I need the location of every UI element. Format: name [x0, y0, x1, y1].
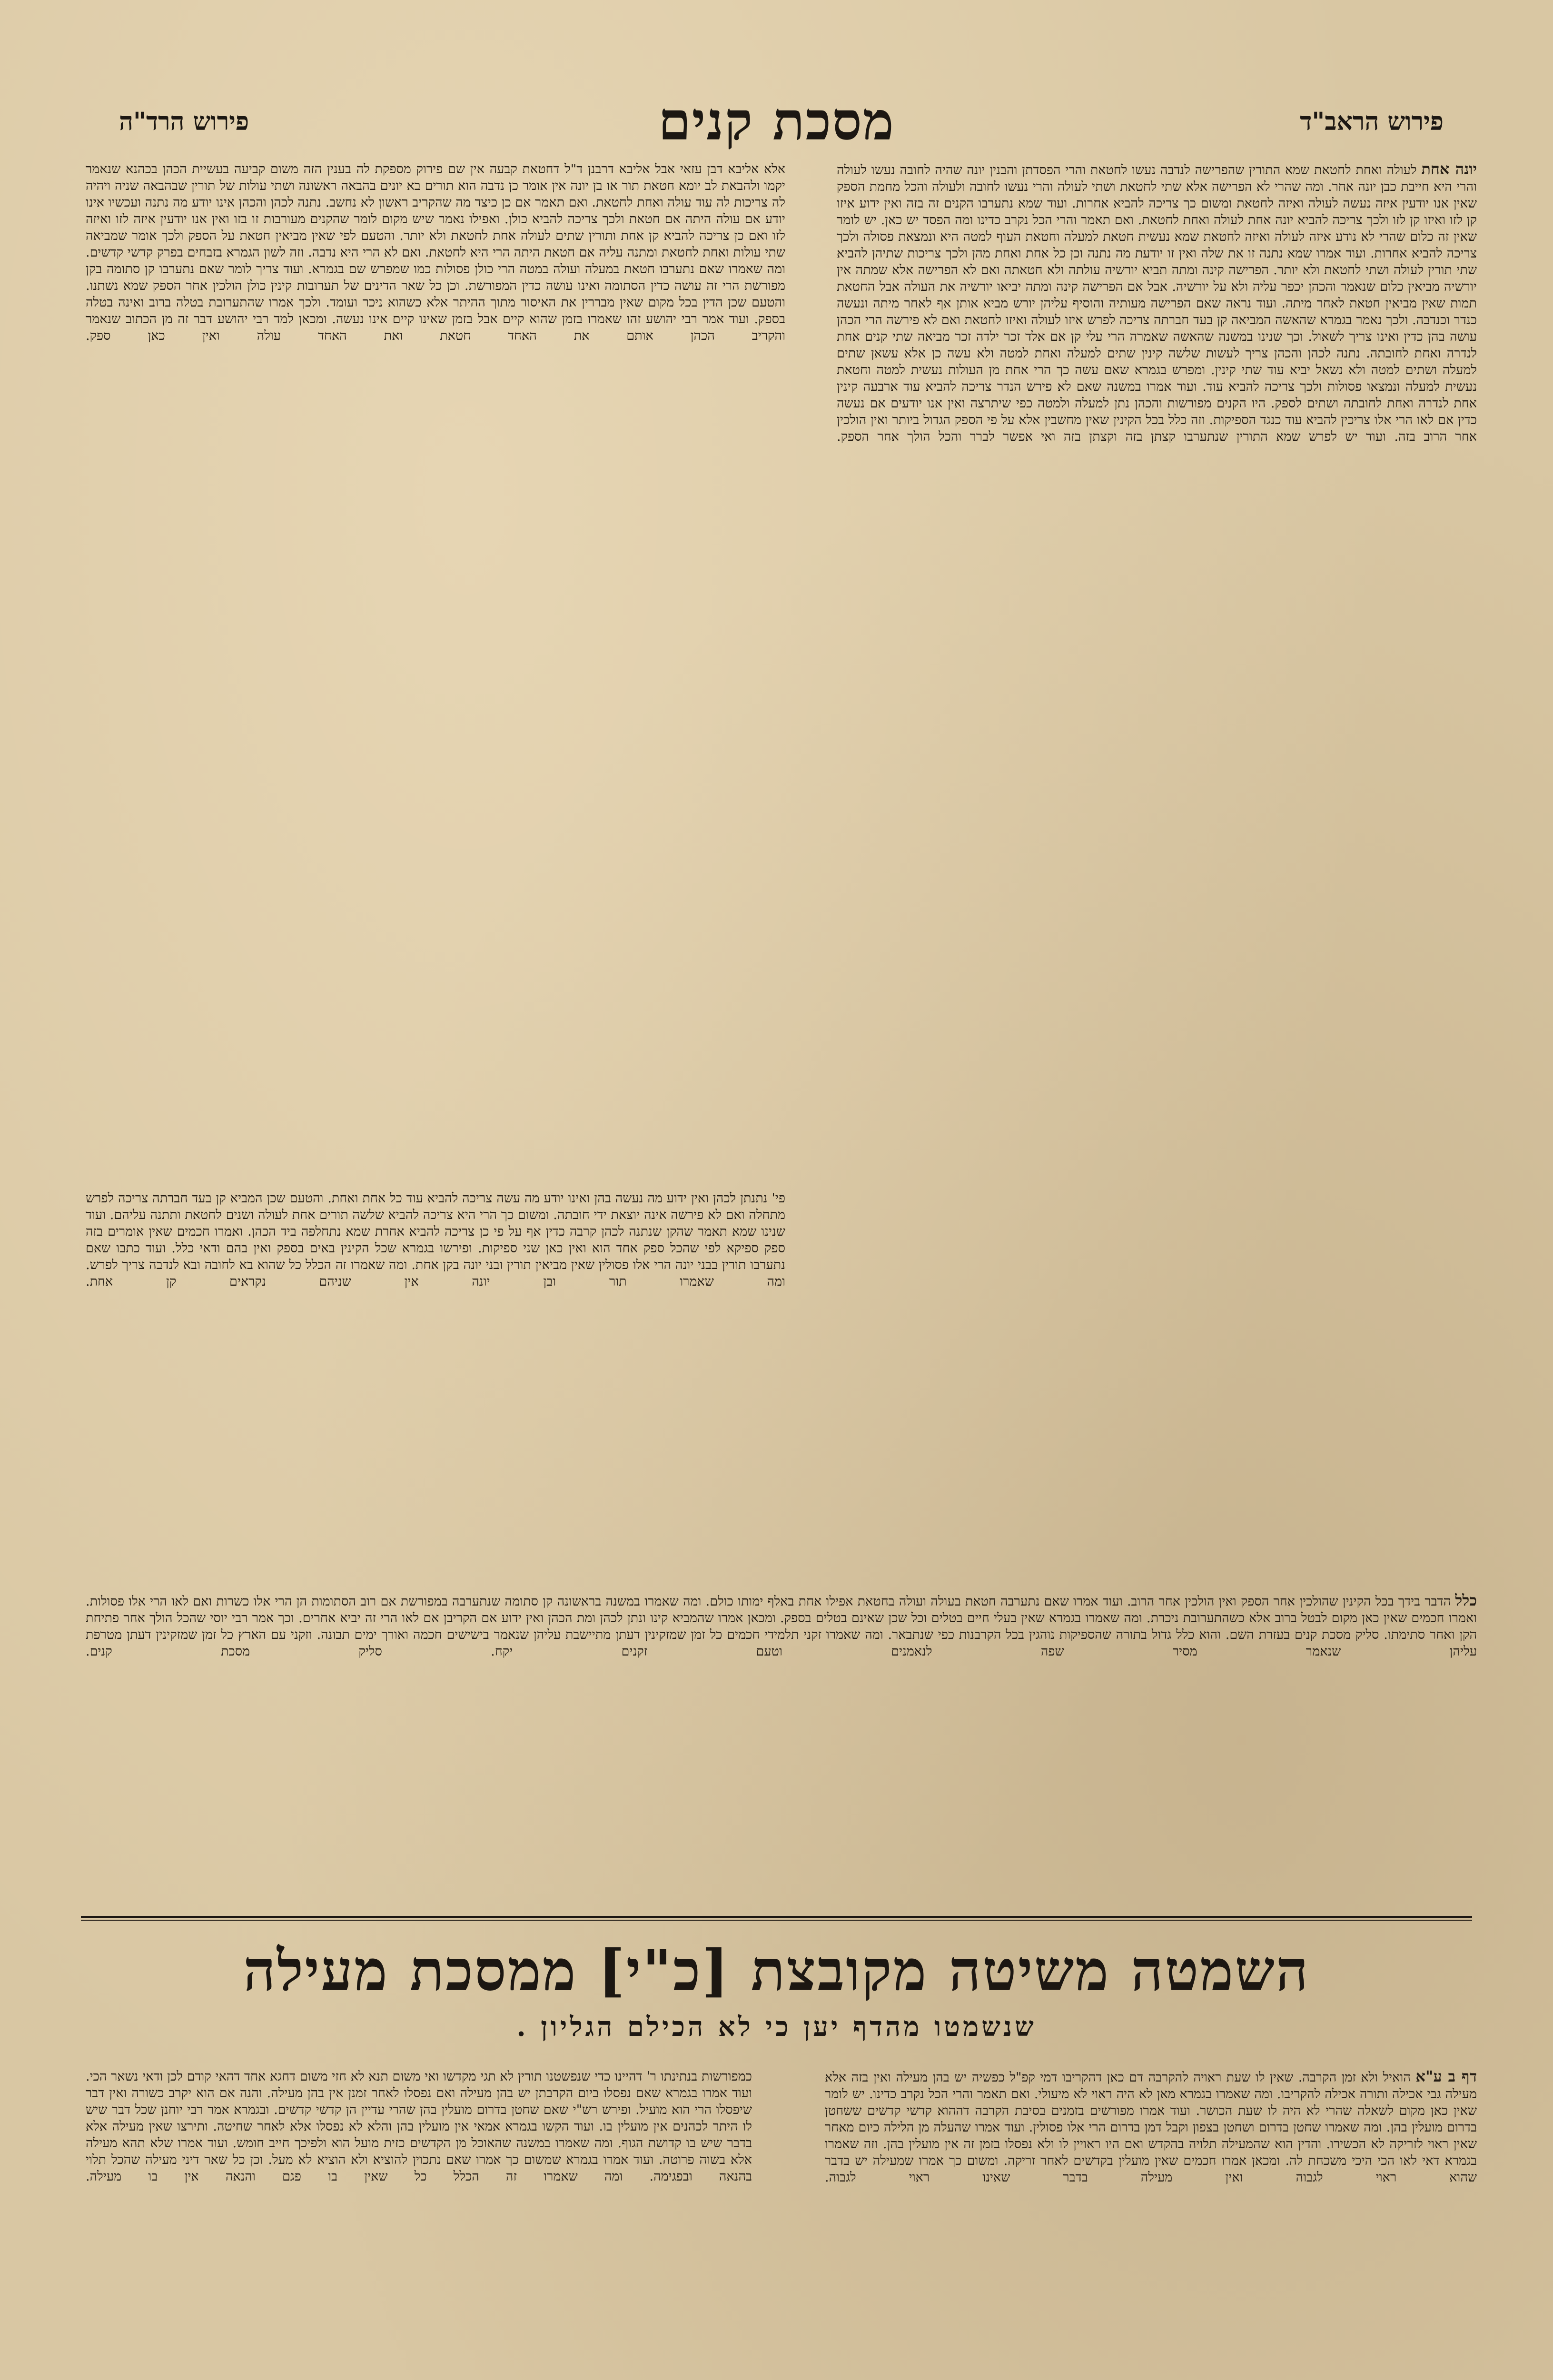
radah-top-text: אלא אליבא דבן עזאי אבל אליבא דרבנן ד"ל דחטאת קבעה אין שם פירוק מספקת לה בענין הזה משום קביעה בעשיית הכהן בכהנא שנאמר יקמו ולהבאת לב יומא חטאת תור או בן יונה אין אומר כן נדבה הוא תורים בא יונים בהבאה ראשונה ושתי עולות של תורין שבהבאה שניה ויהיה לה צריכות לה עוד עולה ואחת לחטאת. ואם תאמר אם כן כיצד מה שהקריב ראשון לא נחשב. נתנה לכהן והכהן אינו יודע מה נתנה ועכשיו אינו יודע אם עולה היתה אם חטאת ולכך צריכה להביא כולן. ואפילו נאמר שיש מקום לומר שהקנים מעורבות זו בזו ואין אנו יודעין איזה לזו ואיזה לזו ואם כן צריכה להביא קן אחת ותורין שתים לעולה אחת לחטאת ולא יותר. והטעם לפי שאין מביאין חטאת על הספק ולכך אומר שמביאה שתי עולות ואחת לחטאת ומתנה עליה אם חטאת היתה הרי היא לחטאת. ואם לא הרי היא נדבה. וזה לשון הגמרא בזבחים בפרק קדשי קדשים. ומה שאמרו שאם נתערבו חטאת במעלה ועולה במטה הרי כולן פסולות כמו שמפרש שם בגמרא. ועוד צריך לומר שאם נתערבו קן סתומה בקן מפורשת הרי זה עושה כדין הסתומה ואינו עושה כדין המפורשת. וכן כל שאר הדינים של תערובות קינין כולן הולכין אחר הספק שמא נשתנו. והטעם שכן הדין בכל מקום שאין מבררין את האיסור מתוך ההיתר אלא כשהוא ניכר ועומד. ולכך אמרו שהתערובת בטלה ברוב ואינה בטלה בספק. ועוד אמר רבי יהושע זהו שאמרו בזמן שהוא קיים אבל בזמן שאינו קיים אינו נעשה. ומכאן למד רבי יהושע דבר זה מן הכתוב שנאמר והקריב הכהן אותם את האחד חטאת ואת האחד עולה ואין כאן ספק. — [86, 162, 785, 343]
header-left-title: פירוש הרד"ה — [119, 107, 249, 136]
section-title: השמטה משיטה מקובצת [כ"י] ממסכת מעילה — [243, 1937, 1310, 2003]
lower-text: הדבר בידך בכל הקינין שהולכין אחר הספק ואין הולכין אחר הרוב. ועוד אמרו שאם נתערבה חטאת בעולה ועולה בחטאת אפילו אחת באלף ימותו כולם. ומה שאמרו במשנה בראשונה קן סתומה שנתערבה במפורשת אם רוב הסתומות הן הרי אלו כשרות ואם לאו הרי אלו פסולות. ואמרו חכמים שאין כאן מקום לבטל ברוב אלא כשהתערובת ניכרת. ומה שאמרו בגמרא שאין בעלי חיים בטלים וכל שכן שאינם בטלים בספק. ומכאן אמרו שהמביא קינו ונתן לכהן ומת הכהן ואין ידוע אם הקריבן אם לאו הרי זה יביא אחרים. וכך אמר רבי יוסי שהכל הולך אחר פתיחת הקן ואחר סתימתו. סליק מסכת קנים בעזרת השם. והוא כלל גדול בתורה שהספיקות נוהגין בכל הקרבנות כפי שנתבאר. ומה שאמרו זקני תלמידי חכמים כל זמן שמזקינין דעתן מתיישבת עליהן שנאמר בישישים חכמה ואורך ימים תבונה. וזקני עם הארץ כל זמן שמזקינין דעתן מטרפת עליהן שנאמר מסיר שפה לנאמנים וטעם זקנים יקח. סליק מסכת קנים. — [86, 1594, 1477, 1659]
section-divider — [81, 1916, 1472, 1918]
section-divider-thin — [81, 1920, 1472, 1921]
rabad-text: לעולה ואחת לחטאת שמא התורין שהפרישה לנדבה נעשו לחטאת והרי הפסדתן והבנין יונה שהיה לחובה נעשו לעולה והרי היא חייבת כבן יונה אחר. ומה שהרי לא הפרישה אלא שתי לחטאת ושתי לעולה והרי נעשו לחובה ולעולה והכל מחמת הספק שאין אנו יודעין איזה נעשה לעולה ואיזה לחטאת ומשום כך צריכה להביא אחרות. ועוד שמא נתערבו הקנים זה בזה ואין ידוע איזו קן לזו ואיזו קן לזו ולכך צריכה להביא יונה אחת לעולה ואחת לחטאת. ואם תאמר והרי הכל נקרב כדינו ומה הפסד יש כאן. יש לומר שאין זה כלום שהרי לא נודע איזה לעולה ואיזה לחטאת שמא נעשית חטאת למעלה וחטאת העוף למטה היא ונמצאת פסולה ולכך צריכה להביא אחרות. ועוד אמרו שמא נתנה זו את שלה ואין זו יודעת מה נתנה וכן כל אחת ואחת מהן ולכך צריכות שתיהן להביא שתי תורין לעולה ושתי לחטאת ולא יותר. הפרישה קינה ומתה תביא יורשיה עולתה ולא חטאתה ואם לא הפרישה אלא שמתה אין יורשיה מביאין כלום שנאמר והכהן יכפר עליה ולא על יורשיה. אבל אם הפרישה קינה ומתה יביאו יורשיה את העולה אבל החטאת תמות שאין מביאין חטאת לאחר מיתה. ועוד נראה שאם הפרישה מעותיה והוסיף עליהן יורש מביא אותן אף לאחר מיתה ונעשה כנדר וכנדבה. ולכך נאמר בגמרא שהאשה המביאה קן בעד חברתה צריכה לפרש איזו לעולה ואיזו לחטאת ואם לא פירשה הרי הכהן עושה בהן כדין ואינו צריך לשאול. וכך שנינו במשנה שהאשה שאמרה הרי עלי קן אם אלד זכר ילדה זכר מביאה שתי קנים אחת לנדרה ואחת לחובתה. נתנה לכהן והכהן צריך לעשות שלשה קינין שתים למעלה ואחת למטה ולא עשה כן אלא עשאן שתים למעלה ושתים למטה ולא נשאל יביא עוד שתי קינין. ומפרש בגמרא שאם עשה כך הרי אחת מן העולות נעשית למטה וחטאת נעשית למעלה ונמצאו פסולות ולכך צריכה להביא עוד. ועוד אמרו במשנה שאם לא פירש הנדר צריכה להביא עוד ארבעה קינין אחת לנדרה ואחת לחובתה ושתים לספק. היו הקנים מפורשות והכהן נתן למעלה ולמטה כפי שיתרצה ואין אנו יודעים אם נעשה כדין אם לאו הרי אלו צריכין להביא עוד כנגד הספיקות. וזה כלל בכל הקינין שאין מחשבין אלא על פי הספק הגדול ביותר ואין הולכין אחר הרוב בזה. ועוד יש לפרש שמא התורין שנתערבו קצתן בזה וקצתן בזה ואי אפשר לברר והכל הולך אחר הספק. — [837, 163, 1477, 444]
rabad-paragraph — [837, 161, 1477, 445]
radah-mid-text: פי' נתנתן לכהן ואין ידוע מה נעשה בהן ואינו יודע מה עשה צריכה להביא עוד כל אחת ואחת. והטעם שכן המביא קן בעד חברתה צריכה לפרש מתחלה ואם לא פירשה אינה יוצאת ידי חובתה. ומשום כך הרי היא צריכה להביא שלשה תורים אחת לעולה ושנים לחטאת ותתנה עליהם. ועוד שנינו שמא תאמר שהקן שנתנה לכהן קרבה כדין אף על פי כן צריכה להביא אחרת שמא נתחלפה ביד הכהן. ואמרו חכמים שאין אומרים בזה ספק ספיקא לפי שהכל ספק אחד הוא ואין כאן שני ספיקות. ופירשו בגמרא שכל הקינין באים בספק ואין בהם ודאי כלל. ועוד כתבו שאם נתערבו תורין בבני יונה הרי אלו פסולין שאין מביאין תורין ובני יונה בקן אחת. ומה שאמרו זה הכלל כל שהוא בא לחובה ובא לנדבה צריך לפרש. ומה שאמרו תור ובן יונה אין שניהם נקראים קן אחת. — [86, 1191, 785, 1289]
section-subtitle: שנשמטו מהדף יען כי לא הכילם הגליון . — [516, 2011, 1037, 2043]
radah-commentary-top-column — [86, 161, 785, 1184]
shitah-left-column — [86, 2068, 752, 2380]
lower-wide-block — [86, 1592, 1477, 1909]
radah-commentary-mid-column — [86, 1190, 785, 1618]
lower-lead-word: כלל — [1455, 1592, 1477, 1609]
shitah-daf-heading: דף ב ע"א — [1415, 2068, 1477, 2085]
header-right-title: פירוש הראב"ד — [1300, 107, 1444, 136]
rabad-lead-word: יונה אחת — [1421, 161, 1477, 178]
shitah-right-column — [825, 2068, 1477, 2380]
running-head — [81, 90, 1472, 162]
header-center-title: מסכת קנים — [658, 90, 895, 152]
shitah-left-text: כמפורשות בנתינתו ר' דהיינו כדי שנפשטנו תורין לא תגי מקדשו ואי משום תנא לא חזי משום דחגא אחד דהאי קודם לכן ודאי נשאר הכי. ועוד אמרו בגמרא שאם נפסלו ביום הקרבתן יש בהן מעילה ואם נפסלו לאחר זמנן אין בהן מעילה. והנה אם הוא יקרב כשורה ואין דבר שיפסלו הרי הוא מועיל. ופירש רש"י שאם שחטן בדרום מועלין בהן שהרי עדיין הן קדשי קדשים. ובגמרא אמר רבי יוחנן שכל דבר שיש לו היתר לכהנים אין מועלין בו. ועוד הקשו בגמרא אמאי אין מועלין בהן והלא לא נפסלו אלא לאחר שחיטה. ותירצו שאין מעילה אלא בדבר שיש בו קדושת הגוף. ומה שאמרו במשנה שהאוכל מן הקדשים כזית מועל הוא ולפיכך חייב חומש. ועוד אמרו שלא תהא מעילה אלא בשוה פרוטה. ועוד אמרו בגמרא שמשום כך אמרו שאם נתכוין להוציא ולא הוציא לא מעל. וכן כל שאר דיני מעילה שהכל תלוי בהנאה ובפגימה. ומה שאמרו זה הכלל כל שאין בו פגם והנאה אין בו מעילה. — [86, 2069, 752, 2184]
shitah-right-paragraph — [825, 2068, 1477, 2186]
rabad-commentary-column — [837, 161, 1477, 1589]
lower-paragraph — [86, 1592, 1477, 1660]
shitah-right-text: הואיל ולא זמן הקרבה. שאין לו שעת ראויה להקרבה דם כאן דהקריבו דמי קפ"ל כפשיה יש בהן מעילה ואין בזה אלא מעילה גבי אכילה ותורה אכילה להקריבו. ומה שאמרו בגמרא מאן לא היה ראוי לא מיעולי. ואם תאמר והרי הכל נקרב כדינו. יש לומר שאין כאן מקום לשאלה שהרי לא היה לו שעת הכושר. ועוד אמרו מפורשים בזמנים בסיבת הקרבה דההוא קדשי קדשים ששחטן בדרום מועלין בהן. ומה שאמרו שחטן בדרום ושחטן בצפון וקבל דמן בדרום הרי אלו פסולין. ועוד אמרו שהעלה מן הלילה כיום מאחר שאין ראוי לזריקה לא הכשירו. והדין הוא שהמעילה תלויה בהקדש ואם היו ראויין לו ולא נפסלו בזמן זה אין מועלין בהן. וזה שאמרו בגמרא דאי לאו הכי היכי משכחת לה. ומכאן אמרו חכמים שאין מועלין בקדשים לאחר זריקה. ומשום כך אמרו שמעילה יש בדבר שהוא ראוי לגבוה ואין מעילה בדבר שאינו ראוי לגבוה. — [825, 2070, 1477, 2185]
